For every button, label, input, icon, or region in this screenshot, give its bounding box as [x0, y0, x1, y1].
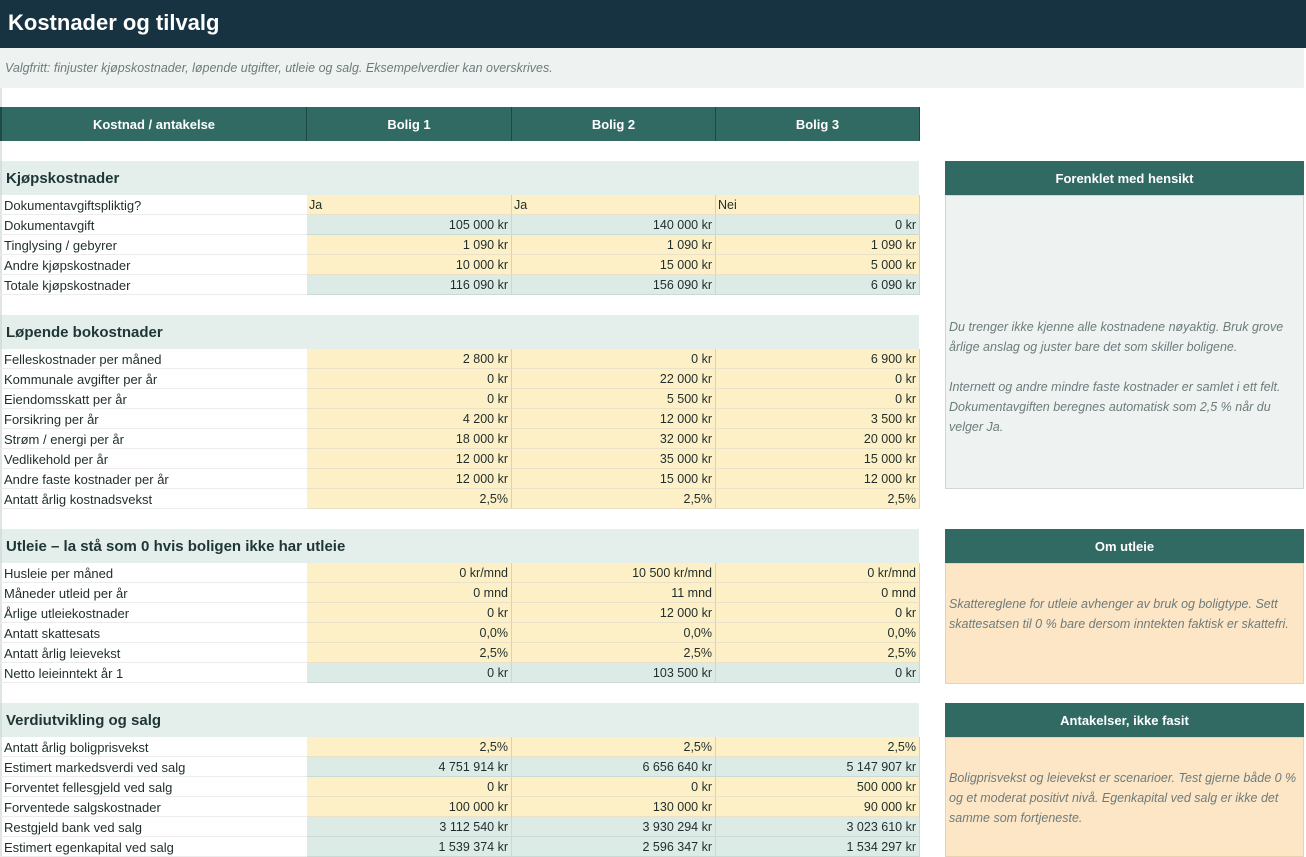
calculated-cell-bolig-1: 3 112 540 kr [307, 817, 512, 837]
input-cell-bolig-2[interactable]: 130 000 kr [512, 797, 716, 817]
table-row [0, 369, 919, 389]
row-label: Husleie per måned [4, 566, 114, 581]
table-row [0, 275, 919, 295]
table-row [0, 469, 919, 489]
table-row [0, 235, 919, 255]
calculated-cell-bolig-1: 116 090 kr [307, 275, 512, 295]
side-note-paragraph: Du trenger ikke kjenne alle kostnadene nøyaktig. Bruk grove årlige anslag og juster bare det som skiller boligene. [949, 320, 1284, 354]
calculated-cell-bolig-3: 3 023 610 kr [716, 817, 920, 837]
input-cell-bolig-2[interactable]: 15 000 kr [512, 469, 716, 489]
row-label: Estimert markedsverdi ved salg [4, 760, 186, 775]
row-label: Antatt årlig boligprisvekst [4, 740, 149, 755]
side-note-body [945, 737, 1304, 857]
input-cell-bolig-3[interactable]: 2,5% [716, 489, 920, 509]
row-divider [0, 294, 307, 295]
page-subtitle: Valgfritt: finjuster kjøpskostnader, løpende utgifter, utleie og salg. Eksempelverdier kan overskrives. [5, 61, 553, 75]
row-label: Forventet fellesgjeld ved salg [4, 780, 173, 795]
row-label: Kommunale avgifter per år [4, 372, 158, 387]
input-cell-bolig-3[interactable]: 2,5% [716, 737, 920, 757]
column-header-bolig-1[interactable]: Bolig 1 [307, 107, 512, 141]
calculated-cell-bolig-1: 0 kr [307, 663, 512, 683]
page-title: Kostnader og tilvalg [8, 10, 220, 35]
row-label: Årlige utleiekostnader [4, 606, 130, 621]
input-cell-bolig-1[interactable]: 2 800 kr [307, 349, 512, 369]
calculated-cell-bolig-1: 1 539 374 kr [307, 837, 512, 857]
row-label: Restgjeld bank ved salg [4, 820, 143, 835]
table-row [0, 603, 919, 623]
input-cell-bolig-3[interactable]: 2,5% [716, 643, 920, 663]
input-cell-bolig-2[interactable]: 12 000 kr [512, 603, 716, 623]
title-bar [0, 0, 1306, 48]
calculated-cell-bolig-3: 6 090 kr [716, 275, 920, 295]
input-cell-bolig-1[interactable]: 1 090 kr [307, 235, 512, 255]
calculated-cell-bolig-1: 4 751 914 kr [307, 757, 512, 777]
input-cell-bolig-3[interactable]: 15 000 kr [716, 449, 920, 469]
table-row [0, 777, 919, 797]
column-header-bolig-3[interactable]: Bolig 3 [716, 107, 920, 141]
column-header-bolig-2[interactable]: Bolig 2 [512, 107, 716, 141]
input-cell-bolig-1[interactable]: 0 kr [307, 369, 512, 389]
input-cell-bolig-1[interactable]: 0 kr/mnd [307, 563, 512, 583]
input-cell-bolig-3[interactable]: 0 kr/mnd [716, 563, 920, 583]
input-cell-bolig-1[interactable]: 12 000 kr [307, 449, 512, 469]
table-row [0, 643, 919, 663]
table-row [0, 349, 919, 369]
table-row [0, 757, 919, 777]
input-cell-bolig-1[interactable]: 0 kr [307, 603, 512, 623]
table-row [0, 563, 919, 583]
calculated-cell-bolig-2: 3 930 294 kr [512, 817, 716, 837]
input-cell-bolig-3[interactable]: 0 kr [716, 603, 920, 623]
input-cell-bolig-2[interactable]: 1 090 kr [512, 235, 716, 255]
side-note-title: Antakelser, ikke fasit [945, 703, 1304, 737]
input-cell-bolig-2[interactable]: 2,5% [512, 489, 716, 509]
side-note-paragraph: Internett og andre mindre faste kostnader er samlet i ett felt. Dokumentavgiften beregnes automatisk som 2,5 % når du velger Ja. [949, 380, 1281, 434]
input-cell-bolig-3[interactable]: 1 090 kr [716, 235, 920, 255]
row-label: Eiendomsskatt per år [4, 392, 127, 407]
row-label: Vedlikehold per år [4, 452, 109, 467]
calculated-cell-bolig-2: 140 000 kr [512, 215, 716, 235]
input-cell-bolig-2[interactable]: 32 000 kr [512, 429, 716, 449]
row-label: Felleskostnader per måned [4, 352, 162, 367]
input-cell-bolig-1[interactable]: 2,5% [307, 737, 512, 757]
input-cell-bolig-2[interactable]: 10 500 kr/mnd [512, 563, 716, 583]
input-cell-bolig-3[interactable]: 0,0% [716, 623, 920, 643]
table-row [0, 449, 919, 469]
table-row [0, 255, 919, 275]
side-note-paragraph: Skattereglene for utleie avhenger av bruk og boligtype. Sett skattesatsen til 0 % bare dersom inntekten faktisk er skattefri. [949, 597, 1289, 631]
input-cell-bolig-3[interactable]: 6 900 kr [716, 349, 920, 369]
input-cell-bolig-1[interactable]: 10 000 kr [307, 255, 512, 275]
input-cell-bolig-3[interactable]: 90 000 kr [716, 797, 920, 817]
input-cell-bolig-3[interactable]: Nei [716, 195, 920, 215]
table-row [0, 737, 919, 757]
input-cell-bolig-3[interactable]: 12 000 kr [716, 469, 920, 489]
calculated-cell-bolig-3: 0 kr [716, 663, 920, 683]
input-cell-bolig-3[interactable]: 0 mnd [716, 583, 920, 603]
calculated-cell-bolig-3: 5 147 907 kr [716, 757, 920, 777]
row-label: Totale kjøpskostnader [4, 278, 131, 293]
input-cell-bolig-2[interactable]: 0,0% [512, 623, 716, 643]
row-label: Antatt årlig kostnadsvekst [4, 492, 153, 507]
input-cell-bolig-1[interactable]: 0,0% [307, 623, 512, 643]
input-cell-bolig-1[interactable]: 100 000 kr [307, 797, 512, 817]
section-title: Løpende bokostnader [6, 324, 163, 341]
input-cell-bolig-3[interactable]: 5 000 kr [716, 255, 920, 275]
input-cell-bolig-1[interactable]: Ja [307, 195, 512, 215]
input-cell-bolig-3[interactable]: 3 500 kr [716, 409, 920, 429]
table-row [0, 663, 919, 683]
section-header [0, 529, 919, 563]
side-note-body [945, 563, 1304, 684]
input-cell-bolig-3[interactable]: 500 000 kr [716, 777, 920, 797]
section-header [0, 161, 919, 195]
table-row [0, 797, 919, 817]
input-cell-bolig-2[interactable]: 0 kr [512, 349, 716, 369]
subtitle-bar [0, 48, 1304, 88]
input-cell-bolig-2[interactable]: 2,5% [512, 643, 716, 663]
table-row [0, 429, 919, 449]
calculated-cell-bolig-2: 6 656 640 kr [512, 757, 716, 777]
row-label: Estimert egenkapital ved salg [4, 840, 174, 855]
input-cell-bolig-1[interactable]: 0 kr [307, 389, 512, 409]
table-row [0, 837, 919, 857]
input-cell-bolig-1[interactable]: 2,5% [307, 643, 512, 663]
input-cell-bolig-2[interactable]: 35 000 kr [512, 449, 716, 469]
row-label: Netto leieinntekt år 1 [4, 666, 124, 681]
row-label: Dokumentavgift [4, 218, 95, 233]
input-cell-bolig-3[interactable]: 0 kr [716, 369, 920, 389]
section-title: Utleie – la stå som 0 hvis boligen ikke har utleie [6, 538, 346, 555]
section-header [0, 315, 919, 349]
input-cell-bolig-3[interactable]: 0 kr [716, 389, 920, 409]
input-cell-bolig-1[interactable]: 12 000 kr [307, 469, 512, 489]
calculated-cell-bolig-3: 1 534 297 kr [716, 837, 920, 857]
row-divider [0, 508, 307, 509]
input-cell-bolig-2[interactable]: 22 000 kr [512, 369, 716, 389]
calculated-cell-bolig-1: 105 000 kr [307, 215, 512, 235]
row-label: Andre kjøpskostnader [4, 258, 131, 273]
input-cell-bolig-1[interactable]: 4 200 kr [307, 409, 512, 429]
section-title: Kjøpskostnader [6, 170, 120, 187]
calculated-cell-bolig-3: 0 kr [716, 215, 920, 235]
input-cell-bolig-2[interactable]: 2,5% [512, 737, 716, 757]
input-cell-bolig-2[interactable]: Ja [512, 195, 716, 215]
table-row [0, 215, 919, 235]
column-header-item[interactable]: Kostnad / antakelse [0, 107, 307, 141]
table-row [0, 489, 919, 509]
input-cell-bolig-2[interactable]: 0 kr [512, 777, 716, 797]
side-note-title: Om utleie [945, 529, 1304, 563]
input-cell-bolig-2[interactable]: 11 mnd [512, 583, 716, 603]
input-cell-bolig-1[interactable]: 0 mnd [307, 583, 512, 603]
section-title: Verdiutvikling og salg [6, 712, 162, 729]
table-row [0, 389, 919, 409]
input-cell-bolig-1[interactable]: 2,5% [307, 489, 512, 509]
input-cell-bolig-2[interactable]: 5 500 kr [512, 389, 716, 409]
row-label: Antatt årlig leievekst [4, 646, 121, 661]
table-row [0, 195, 919, 215]
row-label: Dokumentavgiftspliktig? [4, 198, 142, 213]
row-label: Forventede salgskostnader [4, 800, 161, 815]
calculated-cell-bolig-2: 103 500 kr [512, 663, 716, 683]
side-note-title: Forenklet med hensikt [945, 161, 1304, 195]
calculated-cell-bolig-2: 2 596 347 kr [512, 837, 716, 857]
row-label: Tinglysing / gebyrer [4, 238, 117, 253]
input-cell-bolig-1[interactable]: 18 000 kr [307, 429, 512, 449]
input-cell-bolig-1[interactable]: 0 kr [307, 777, 512, 797]
input-cell-bolig-3[interactable]: 20 000 kr [716, 429, 920, 449]
table-row [0, 583, 919, 603]
side-note-body [945, 195, 1304, 489]
table-row [0, 623, 919, 643]
row-label: Andre faste kostnader per år [4, 472, 169, 487]
table-row [0, 817, 919, 837]
row-divider [0, 682, 307, 683]
table-row [0, 409, 919, 429]
section-header [0, 703, 919, 737]
row-label: Strøm / energi per år [4, 432, 124, 447]
row-label: Antatt skattesats [4, 626, 101, 641]
row-label: Forsikring per år [4, 412, 99, 427]
side-note-paragraph: Boligprisvekst og leievekst er scenarioer. Test gjerne både 0 % og et moderat positivt nivå. Egenkapital ved salg er ikke det samme som fortjeneste. [949, 771, 1297, 825]
input-cell-bolig-2[interactable]: 15 000 kr [512, 255, 716, 275]
row-label: Måneder utleid per år [4, 586, 128, 601]
input-cell-bolig-2[interactable]: 12 000 kr [512, 409, 716, 429]
calculated-cell-bolig-2: 156 090 kr [512, 275, 716, 295]
